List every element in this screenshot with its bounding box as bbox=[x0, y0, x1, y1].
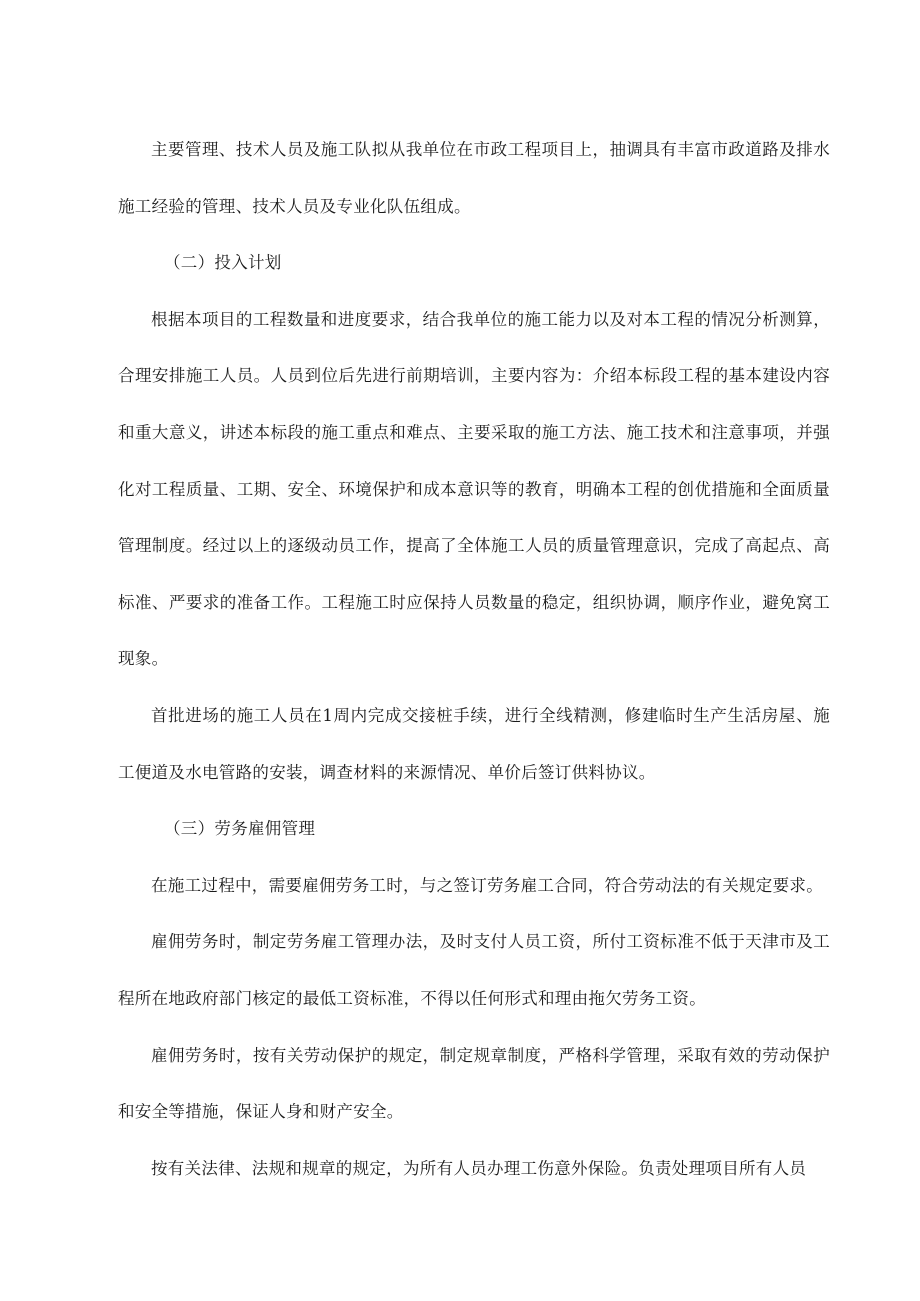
paragraph-staffing-training: 根据本项目的工程数量和进度要求，结合我单位的施工能力以及对本工程的情况分析测算，合理安排施工人员。人员到位后先进行前期培训，主要内容为：介绍本标段工程的基本建设内容和重大意义，讲述本标段的施工重点和难点、主要采取的施工方法、施工技术和注意事项，并强化对工程质量、工期、安全、环境保护和成本意识等的教育，明确本工程的创优措施和全面质量管理制度。经过以上的逐级动员工作，提高了全体施工人员的质量管理意识，完成了高起点、高标准、严要求的准备工作。工程施工时应保持人员数量的稳定，组织协调，顺序作业，避免窝工现象。 bbox=[118, 309, 830, 669]
section-heading-labor-management: （三）劳务雇佣管理 bbox=[164, 819, 316, 839]
paragraph-wage-standard: 雇佣劳务时，制定劳务雇工管理办法，及时支付人员工资，所付工资标准不低于天津市及工程所在地政府部门核定的最低工资标准，不得以任何形式和理由拖欠劳务工资。 bbox=[118, 932, 830, 1008]
paragraph-labor-contract: 在施工过程中，需要雇佣劳务工时，与之签订劳务雇工合同，符合劳动法的有关规定要求。 bbox=[151, 875, 823, 895]
paragraph-labor-protection: 雇佣劳务时，按有关劳动保护的规定，制定规章制度，严格科学管理，采取有效的劳动保护和安全等措施，保证人身和财产安全。 bbox=[118, 1045, 830, 1122]
section-heading-investment-plan: （二）投入计划 bbox=[164, 253, 282, 273]
paragraph-first-batch: 首批进场的施工人员在1周内完成交接桩手续，进行全线精测，修建临时生产生活房屋、施工便道及水电管路的安装，调查材料的来源情况、单价后签订供料协议。 bbox=[118, 705, 830, 782]
paragraph-insurance: 按有关法律、法规和规章的规定，为所有人员办理工伤意外保险。负责处理项目所有人员 bbox=[151, 1158, 807, 1178]
paragraph-team-composition: 主要管理、技术人员及施工队拟从我单位在市政工程项目上，抽调具有丰富市政道路及排水施工经验的管理、技术人员及专业化队伍组成。 bbox=[118, 140, 830, 216]
document-body bbox=[118, 122, 830, 1197]
